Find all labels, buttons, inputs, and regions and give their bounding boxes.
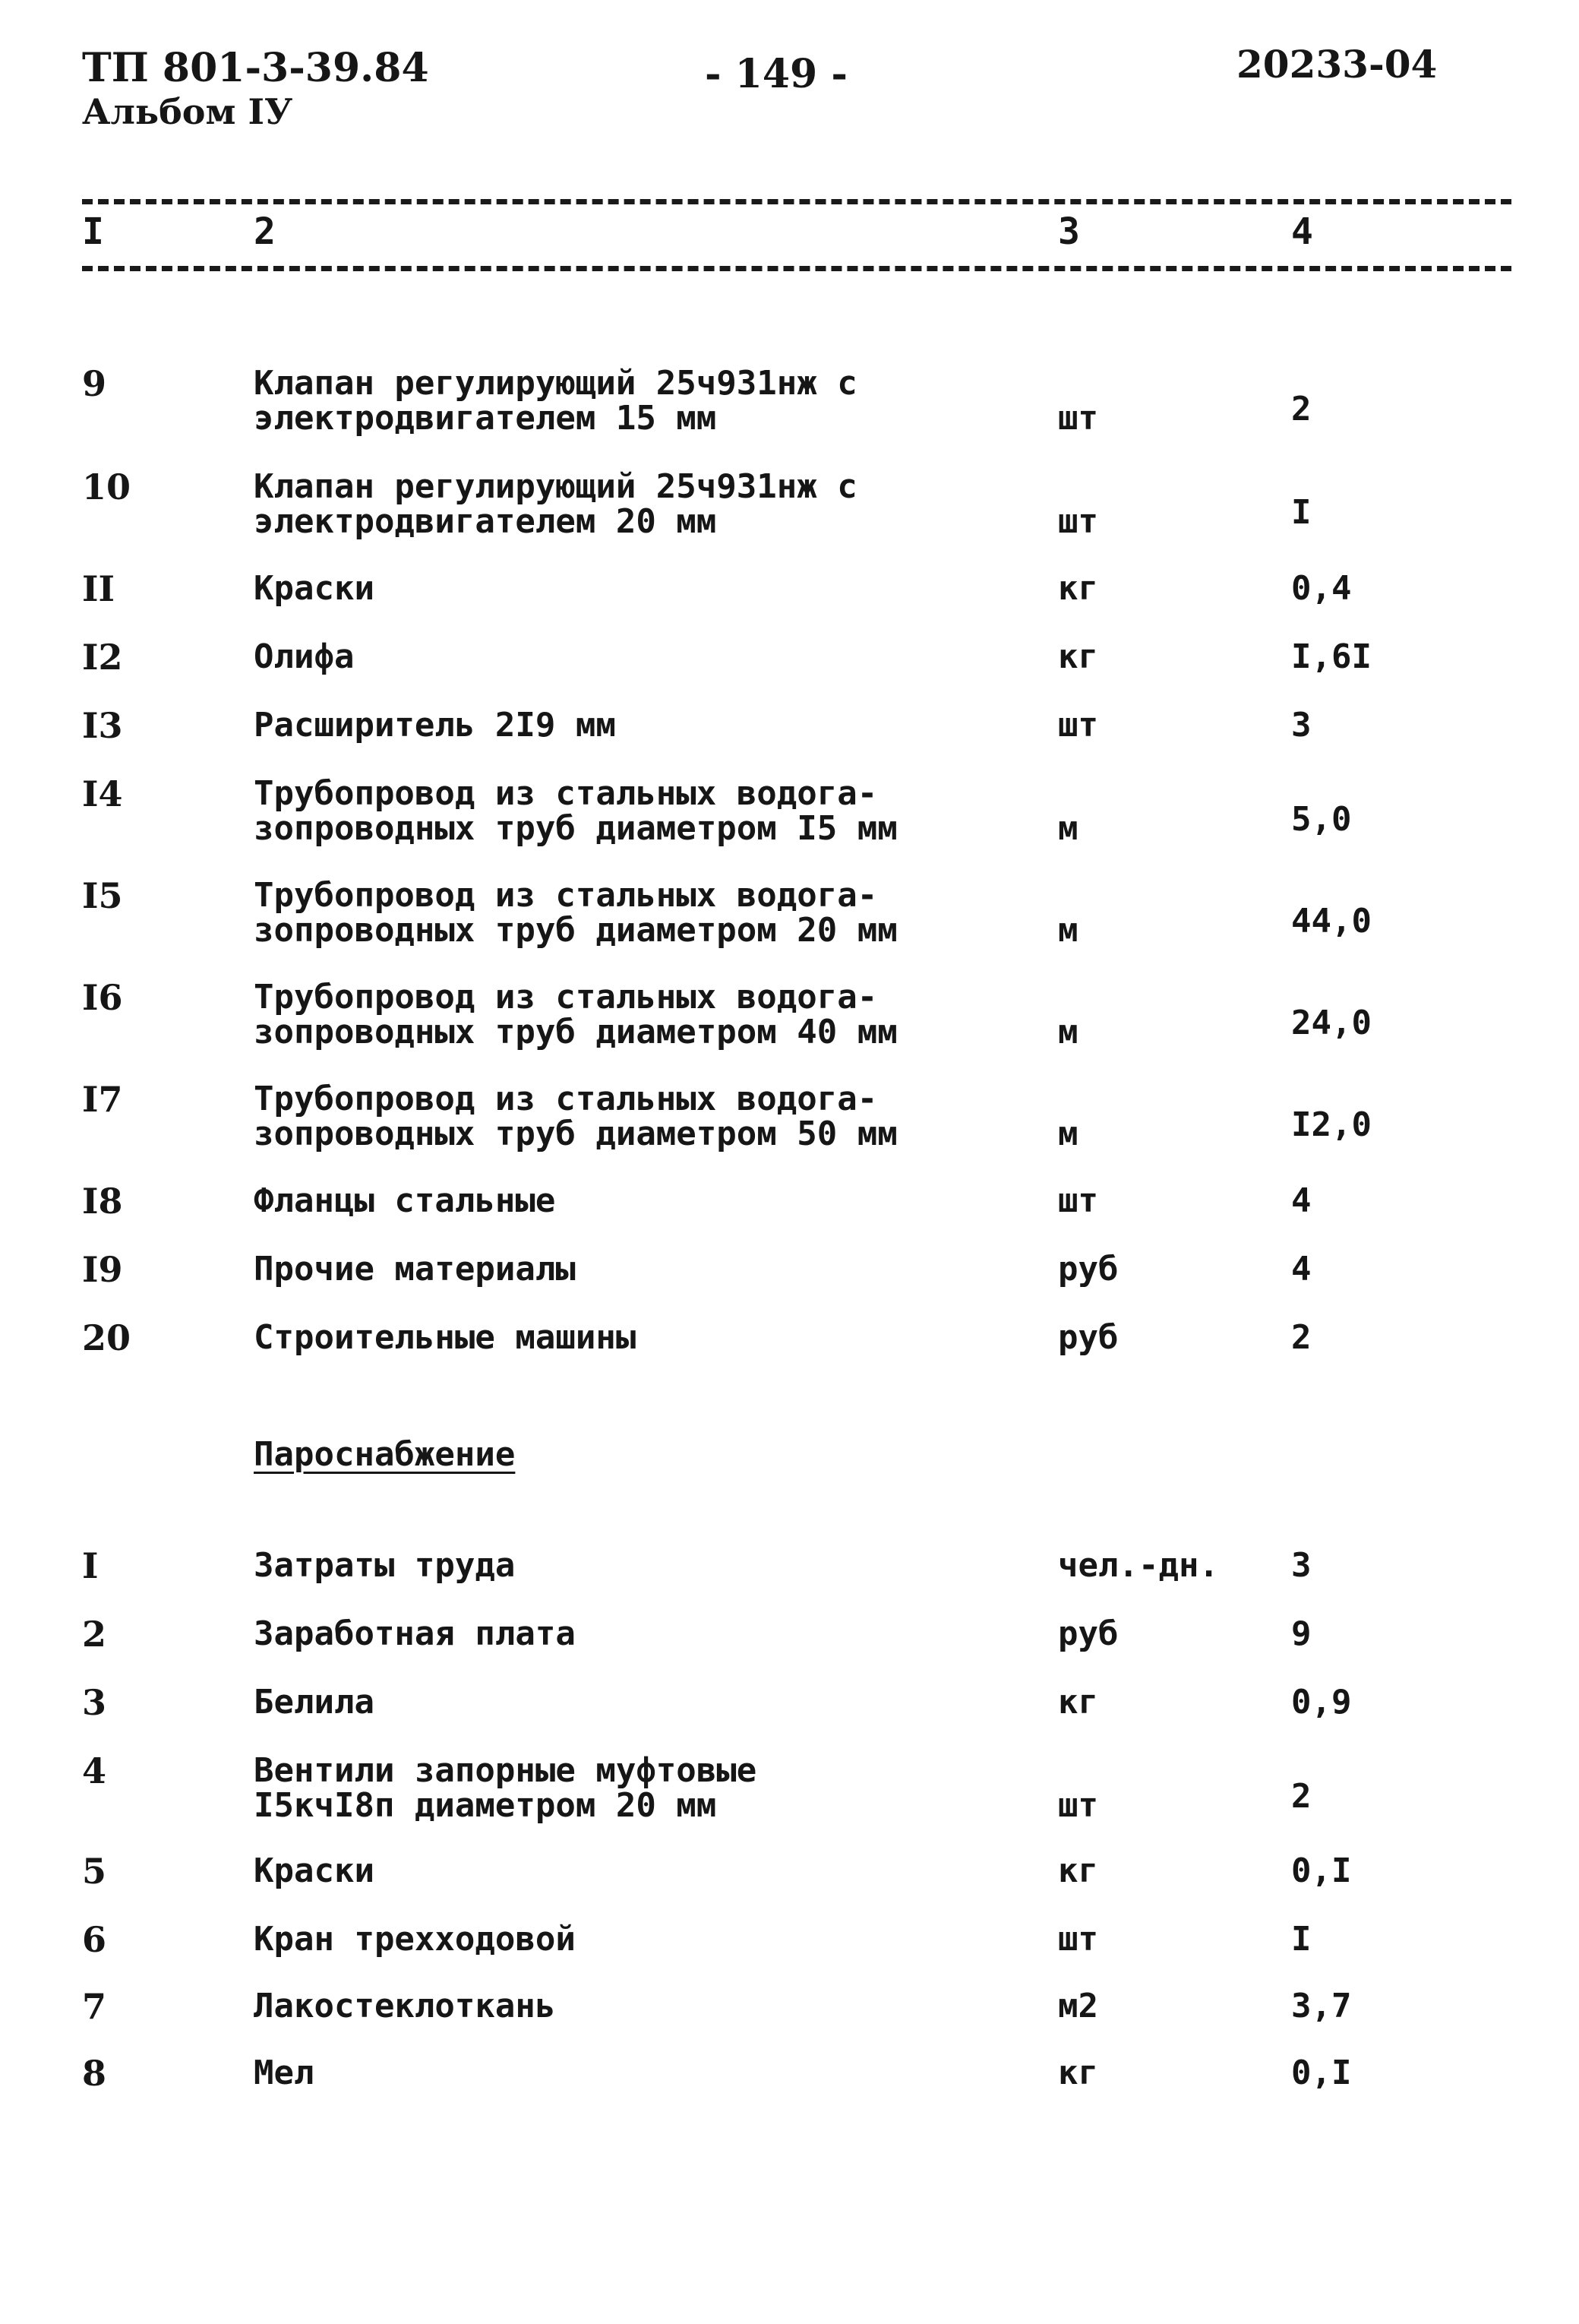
page-number: - 149 - — [705, 51, 848, 97]
row-unit: м — [1058, 1115, 1078, 1153]
row-quantity: 0,9 — [1291, 1683, 1352, 1722]
row-number: I4 — [82, 773, 123, 814]
row-unit: чел.-дн. — [1058, 1546, 1219, 1585]
row-quantity: 3,7 — [1291, 1987, 1352, 2025]
row-unit: кг — [1058, 1683, 1098, 1722]
row-quantity: 4 — [1291, 1250, 1312, 1288]
row-quantity: 5,0 — [1291, 800, 1352, 839]
row-name-line: Белила — [254, 1683, 374, 1722]
row-name-line: Расширитель 2I9 мм — [254, 706, 616, 745]
row-number: 9 — [82, 363, 107, 404]
row-name — [254, 1252, 576, 1287]
row-unit: м — [1058, 911, 1078, 950]
row-name-line: зопроводных труб диаметром 40 мм — [254, 1013, 898, 1051]
row-unit: м — [1058, 1013, 1078, 1051]
row-unit: кг — [1058, 1851, 1098, 1890]
row-name-line: Трубопровод из стальных водога- — [254, 876, 878, 915]
project-code: ТП 801-3-39.84 — [82, 45, 429, 91]
row-name-line: Олифа — [254, 637, 355, 676]
row-quantity: 4 — [1291, 1181, 1312, 1220]
row-name — [254, 1181, 556, 1220]
row-number: 2 — [82, 1614, 107, 1655]
row-name — [254, 1685, 374, 1720]
row-name-line: Мел — [254, 2054, 314, 2092]
row-number: 10 — [82, 466, 131, 507]
row-name-line: Клапан регулирующий 25ч931нж с — [254, 364, 857, 403]
row-unit: руб — [1058, 1250, 1119, 1288]
album-label: Альбом IУ — [82, 91, 293, 132]
row-name-line: Краски — [254, 569, 374, 608]
row-name — [254, 467, 857, 541]
row-number: 20 — [82, 1317, 131, 1358]
row-quantity: 3 — [1291, 706, 1312, 745]
row-unit: шт — [1058, 502, 1098, 541]
row-name — [254, 708, 616, 743]
section-title: Пароснабжение — [254, 1435, 516, 1474]
row-number: I8 — [82, 1181, 123, 1222]
column-header-1: I — [82, 210, 104, 253]
row-quantity: 24,0 — [1291, 1004, 1372, 1042]
row-name-line: электродвигателем 15 мм — [254, 399, 717, 438]
row-unit: шт — [1058, 1181, 1098, 1220]
column-header-3: 3 — [1058, 210, 1080, 253]
row-name-line: Заработная плата — [254, 1614, 576, 1653]
row-name — [254, 980, 898, 1050]
row-name-line: I5кчI8п диаметром 20 мм — [254, 1786, 717, 1825]
row-number: 7 — [82, 1986, 107, 2027]
row-name — [254, 366, 857, 436]
row-name-line: Трубопровод из стальных водога- — [254, 1080, 878, 1118]
row-name-line: Строительные машины — [254, 1318, 636, 1357]
row-name — [254, 571, 374, 606]
row-unit: шт — [1058, 399, 1098, 438]
row-name — [254, 637, 355, 676]
row-name — [254, 1989, 555, 2024]
row-quantity: 0,I — [1291, 2054, 1352, 2092]
row-quantity: 3 — [1291, 1546, 1312, 1585]
row-name — [254, 1614, 576, 1653]
row-number: I — [82, 1545, 99, 1586]
row-number: 6 — [82, 1919, 107, 1960]
row-name-line: Вентили запорные муфтовые — [254, 1751, 757, 1790]
row-name-line: Кран трехходовой — [254, 1920, 576, 1959]
row-quantity: 0,4 — [1291, 569, 1352, 608]
row-number: 4 — [82, 1750, 107, 1791]
row-unit: кг — [1058, 2054, 1098, 2092]
row-unit: шт — [1058, 706, 1098, 745]
row-name-line: Лакостеклоткань — [254, 1987, 556, 2025]
row-name-line: Трубопровод из стальных водога- — [254, 978, 878, 1017]
row-number: I6 — [82, 977, 123, 1018]
header-rule-bottom — [82, 266, 1511, 271]
document-number: 20233-04 — [1236, 42, 1438, 87]
header-rule-top — [82, 199, 1511, 204]
row-number: I5 — [82, 875, 123, 916]
row-quantity: 2 — [1291, 390, 1312, 428]
row-name-line: Краски — [254, 1851, 374, 1890]
row-name — [254, 1753, 756, 1823]
column-header-2: 2 — [254, 210, 276, 253]
row-name — [254, 1851, 374, 1890]
row-quantity: 0,I — [1291, 1851, 1352, 1890]
row-name-line: Клапан регулирующий 25ч931нж с — [254, 467, 857, 506]
row-unit: м2 — [1058, 1987, 1098, 2025]
row-name-line: зопроводных труб диаметром 50 мм — [254, 1115, 898, 1153]
row-quantity: I2,0 — [1291, 1105, 1372, 1144]
row-number: I9 — [82, 1249, 123, 1290]
row-quantity: 9 — [1291, 1614, 1312, 1653]
row-name — [254, 878, 898, 948]
row-quantity: 44,0 — [1291, 902, 1372, 941]
row-name-line: зопроводных труб диаметром I5 мм — [254, 809, 898, 848]
row-name-line: Затраты труда — [254, 1546, 516, 1585]
row-unit: кг — [1058, 569, 1098, 608]
row-quantity: 2 — [1291, 1318, 1312, 1357]
row-unit: шт — [1058, 1920, 1098, 1959]
row-name — [254, 1320, 636, 1355]
row-unit: кг — [1058, 637, 1098, 676]
row-number: 3 — [82, 1682, 107, 1723]
row-name-line: Прочие материалы — [254, 1250, 576, 1288]
row-quantity: I,6I — [1291, 637, 1372, 676]
row-name-line: электродвигателем 20 мм — [254, 502, 717, 541]
row-name — [254, 1922, 576, 1957]
row-number: 5 — [82, 1851, 107, 1892]
row-number: II — [82, 568, 115, 609]
row-quantity: I — [1291, 493, 1312, 532]
row-number: 8 — [82, 2053, 107, 2094]
row-name-line: Фланцы стальные — [254, 1181, 556, 1220]
row-unit: руб — [1058, 1318, 1119, 1357]
row-unit: м — [1058, 809, 1078, 848]
row-name — [254, 2056, 314, 2091]
row-number: I7 — [82, 1079, 123, 1120]
row-name-line: зопроводных труб диаметром 20 мм — [254, 911, 898, 950]
column-header-4: 4 — [1291, 210, 1313, 253]
row-quantity: 2 — [1291, 1777, 1312, 1816]
row-quantity: I — [1291, 1920, 1312, 1959]
row-name — [254, 1082, 898, 1152]
row-unit: шт — [1058, 1786, 1098, 1825]
row-unit: руб — [1058, 1614, 1119, 1653]
row-name — [254, 776, 898, 846]
row-name-line: Трубопровод из стальных водога- — [254, 774, 878, 813]
row-number: I3 — [82, 705, 123, 746]
row-number: I2 — [82, 637, 123, 678]
row-name — [254, 1548, 515, 1583]
